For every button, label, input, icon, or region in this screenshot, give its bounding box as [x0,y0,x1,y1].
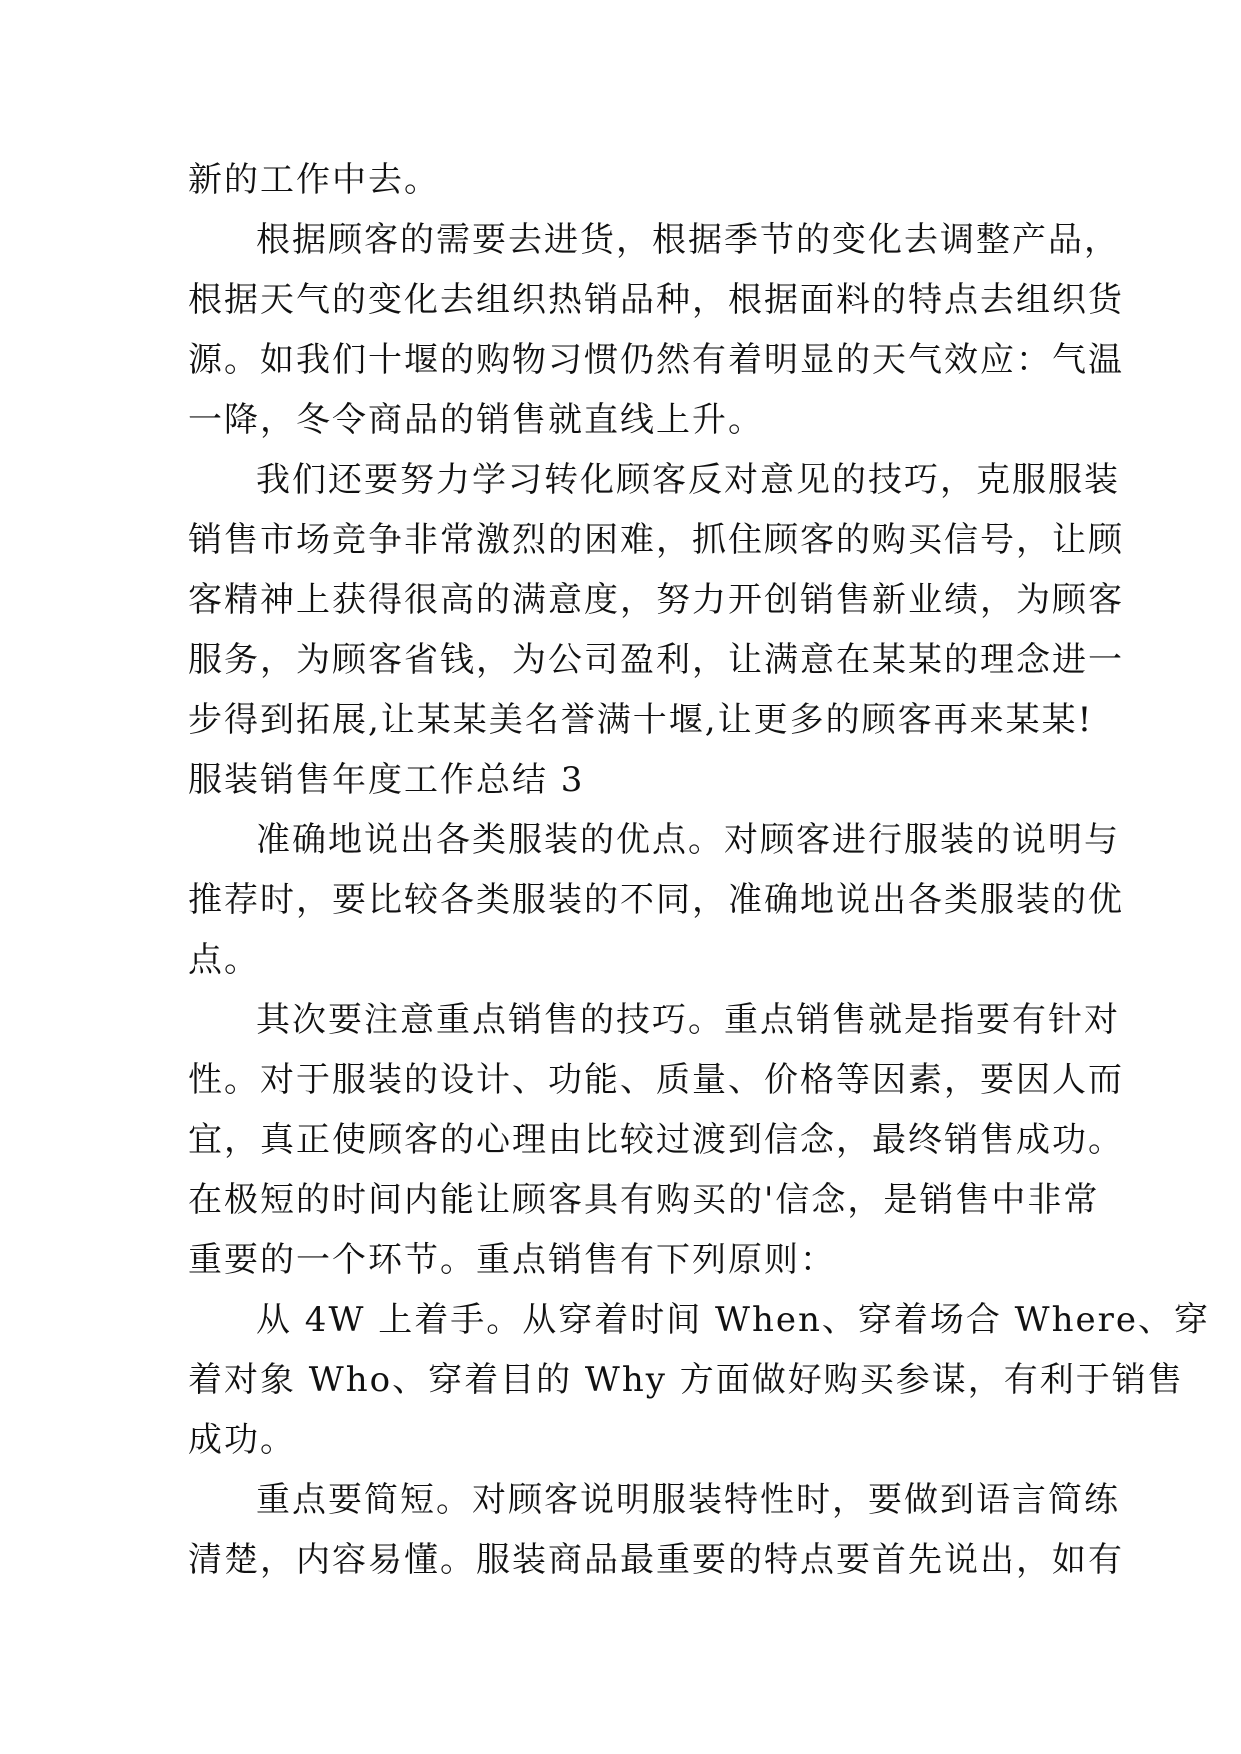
paragraph-start-line: 其次要注意重点销售的技巧。重点销售就是指要有针对 [256,1000,1120,1040]
text-line: 一降，冬令商品的销售就直线上升。 [188,400,764,440]
text-line: 步得到拓展,让某某美名誉满十堰,让更多的顾客再来某某! [188,700,1094,740]
text-line: 新的工作中去。 [188,160,440,200]
text-line: 性。对于服装的设计、功能、质量、价格等因素，要因人而 [188,1060,1124,1100]
text-line: 销售市场竞争非常激烈的困难，抓住顾客的购买信号，让顾 [188,520,1124,560]
text-line: 清楚，内容易懂。服装商品最重要的特点要首先说出，如有 [188,1540,1124,1580]
document-page [188,150,1211,1590]
paragraph-start-line: 从 4W 上着手。从穿着时间 When、穿着场合 Where、穿 [256,1300,1211,1340]
text-line: 客精神上获得很高的满意度，努力开创销售新业绩，为顾客 [188,580,1124,620]
text-line: 点。 [188,940,260,980]
paragraph-start-line: 重点要简短。对顾客说明服装特性时，要做到语言简练 [256,1480,1120,1520]
text-line: 根据天气的变化去组织热销品种，根据面料的特点去组织货 [188,280,1124,320]
paragraph-start-line: 根据顾客的需要去进货，根据季节的变化去调整产品， [256,220,1120,260]
paragraph-start-line: 我们还要努力学习转化顾客反对意见的技巧，克服服装 [256,460,1120,500]
text-line: 源。如我们十堰的购物习惯仍然有着明显的天气效应：气温 [188,340,1124,380]
text-line: 成功。 [188,1420,296,1460]
section-heading: 服装销售年度工作总结 3 [188,760,585,800]
text-line: 在极短的时间内能让顾客具有购买的'信念，是销售中非常 [188,1180,1100,1220]
text-line: 重要的一个环节。重点销售有下列原则： [188,1240,836,1280]
text-line: 着对象 Who、穿着目的 Why 方面做好购买参谋，有利于销售 [188,1360,1184,1400]
paragraph-start-line: 准确地说出各类服装的优点。对顾客进行服装的说明与 [256,820,1120,860]
text-line: 宜，真正使顾客的心理由比较过渡到信念，最终销售成功。 [188,1120,1124,1160]
text-line: 服务，为顾客省钱，为公司盈利，让满意在某某的理念进一 [188,640,1124,680]
text-line: 推荐时，要比较各类服装的不同，准确地说出各类服装的优 [188,880,1124,920]
